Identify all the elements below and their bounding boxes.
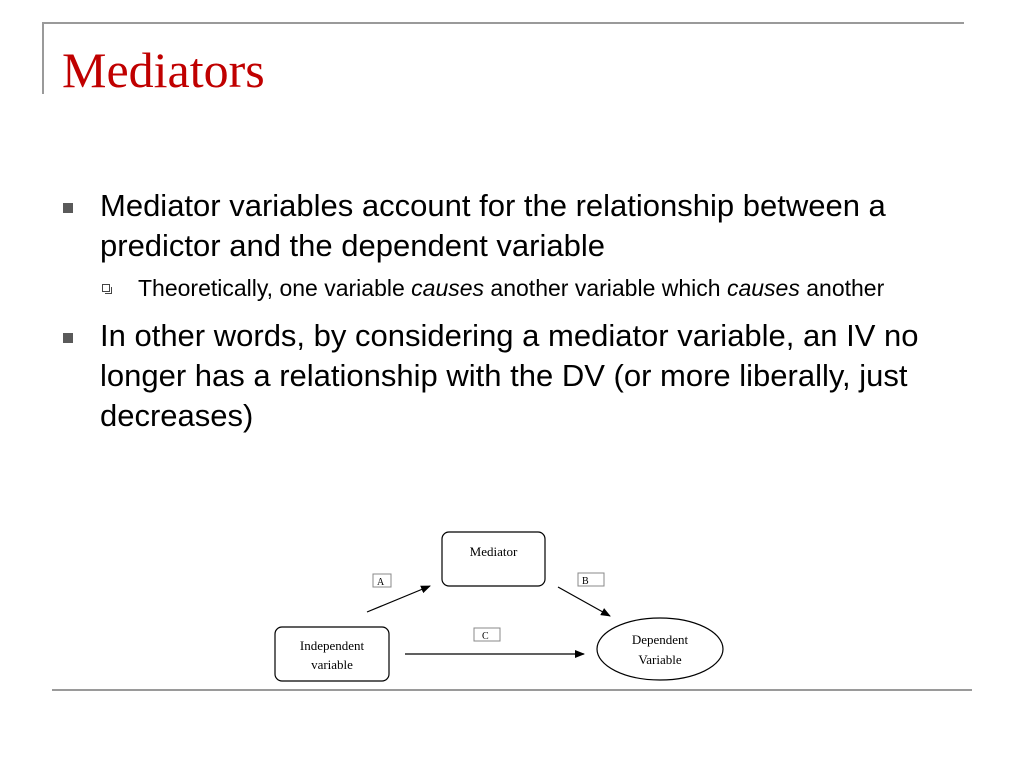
mediation-diagram — [270, 528, 730, 693]
slide-content — [60, 186, 960, 442]
bullet-1 — [60, 186, 960, 266]
path-b-label-box — [578, 573, 604, 587]
mediation-diagram-svg — [270, 528, 730, 688]
frame-left-rule — [42, 22, 44, 94]
independent-label-line-2: variable — [311, 657, 353, 672]
square-bullet-icon — [63, 203, 73, 213]
mediator-label: Mediator — [469, 544, 518, 559]
mediator-node — [442, 532, 545, 586]
sub-bullet-text-part-1: Theoretically, one variable — [138, 275, 412, 301]
sub-bullet-1 — [60, 272, 960, 304]
bullet-2-text: In other words, by considering a mediator variable, an IV no longer has a relationship with the DV (or more liberally, just decreases) — [100, 318, 919, 433]
path-b-arrow — [558, 587, 610, 616]
independent-label-line-1: Independent — [299, 638, 365, 653]
path-a-label-box — [373, 574, 391, 588]
slide-title: Mediators — [62, 42, 265, 98]
footer-rule — [52, 689, 972, 691]
sub-bullet-emphasis-causes-2: causes — [726, 275, 800, 301]
hollow-square-bullet-icon — [102, 284, 110, 292]
square-bullet-icon — [63, 333, 73, 343]
path-c-label: C — [482, 631, 489, 642]
dependent-label-line-1: Dependent — [631, 632, 689, 647]
independent-variable-node — [275, 627, 389, 681]
bullet-1-text: Mediator variables account for the relationship between a predictor and the dependent variable — [100, 188, 886, 263]
path-c-label-box — [474, 628, 500, 642]
path-b-label: B — [582, 576, 589, 587]
frame-top-rule — [42, 22, 964, 24]
bullet-2 — [60, 316, 960, 436]
dependent-label-line-2: Variable — [638, 652, 682, 667]
sub-bullet-text-part-3: another — [799, 275, 885, 301]
dependent-variable-node — [597, 618, 723, 680]
path-a-arrow — [367, 586, 430, 612]
sub-bullet-emphasis-causes-1: causes — [411, 275, 485, 301]
path-a-label: A — [377, 577, 385, 588]
sub-bullet-text-part-2: another variable which — [484, 275, 727, 301]
